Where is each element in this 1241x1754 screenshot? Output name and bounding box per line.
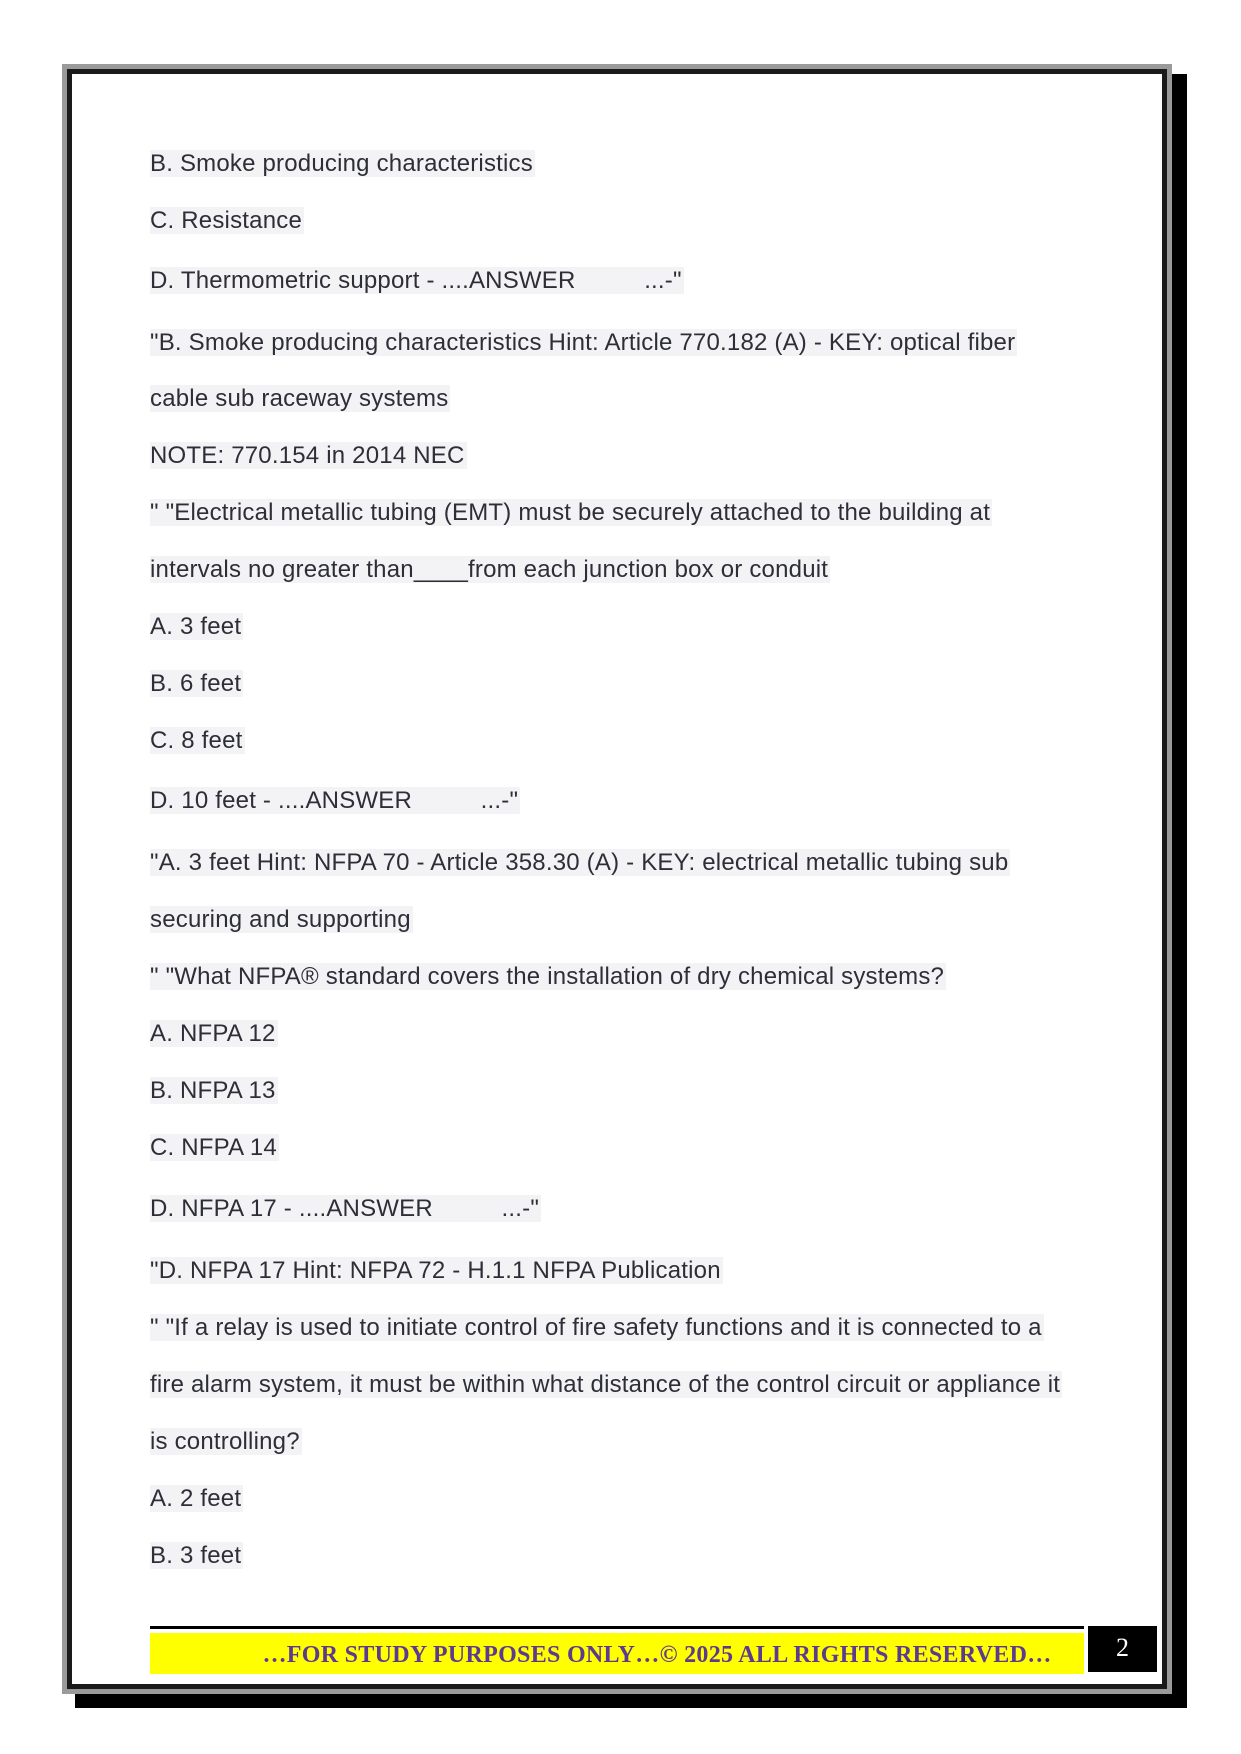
footer-notice: …FOR STUDY PURPOSES ONLY…© 2025 ALL RIGHTS RESERVED… xyxy=(150,1633,1084,1674)
text-line: fire alarm system, it must be within what distance of the control circuit or appliance it xyxy=(150,1371,1061,1398)
text-line: cable sub raceway systems xyxy=(150,385,449,412)
text-line: C. NFPA 14 xyxy=(150,1134,277,1161)
footer-divider xyxy=(150,1626,1084,1629)
text-line: "B. Smoke producing characteristics Hint: Article 770.182 (A) - KEY: optical fiber xyxy=(150,329,1016,356)
text-line: B. Smoke producing characteristics xyxy=(150,150,533,177)
text-line: "A. 3 feet Hint: NFPA 70 - Article 358.30 (A) - KEY: electrical metallic tubing sub xyxy=(150,849,1009,876)
page-number: 2 xyxy=(1088,1626,1157,1672)
text-line: " "What NFPA® standard covers the installation of dry chemical systems? xyxy=(150,963,945,990)
text-line: D. NFPA 17 - ....ANSWER ...-" xyxy=(150,1195,540,1222)
text-line: C. Resistance xyxy=(150,207,302,234)
text-line: A. NFPA 12 xyxy=(150,1020,276,1047)
text-line: A. 2 feet xyxy=(150,1485,242,1512)
text-line: B. NFPA 13 xyxy=(150,1077,276,1104)
text-line: B. 6 feet xyxy=(150,670,242,697)
text-line: NOTE: 770.154 in 2014 NEC xyxy=(150,442,465,469)
text-line: " "Electrical metallic tubing (EMT) must be securely attached to the building at xyxy=(150,499,991,526)
text-line: D. Thermometric support - ....ANSWER ...-" xyxy=(150,267,682,294)
text-line: "D. NFPA 17 Hint: NFPA 72 - H.1.1 NFPA Publication xyxy=(150,1257,721,1284)
text-line: D. 10 feet - ....ANSWER ...-" xyxy=(150,787,519,814)
text-line: B. 3 feet xyxy=(150,1542,242,1569)
text-line: C. 8 feet xyxy=(150,727,243,754)
text-line: intervals no greater than____from each junction box or conduit xyxy=(150,556,829,583)
text-line: is controlling? xyxy=(150,1428,300,1455)
text-line: " "If a relay is used to initiate control of fire safety functions and it is connected to a xyxy=(150,1314,1042,1341)
text-line: A. 3 feet xyxy=(150,613,242,640)
text-line: securing and supporting xyxy=(150,906,411,933)
